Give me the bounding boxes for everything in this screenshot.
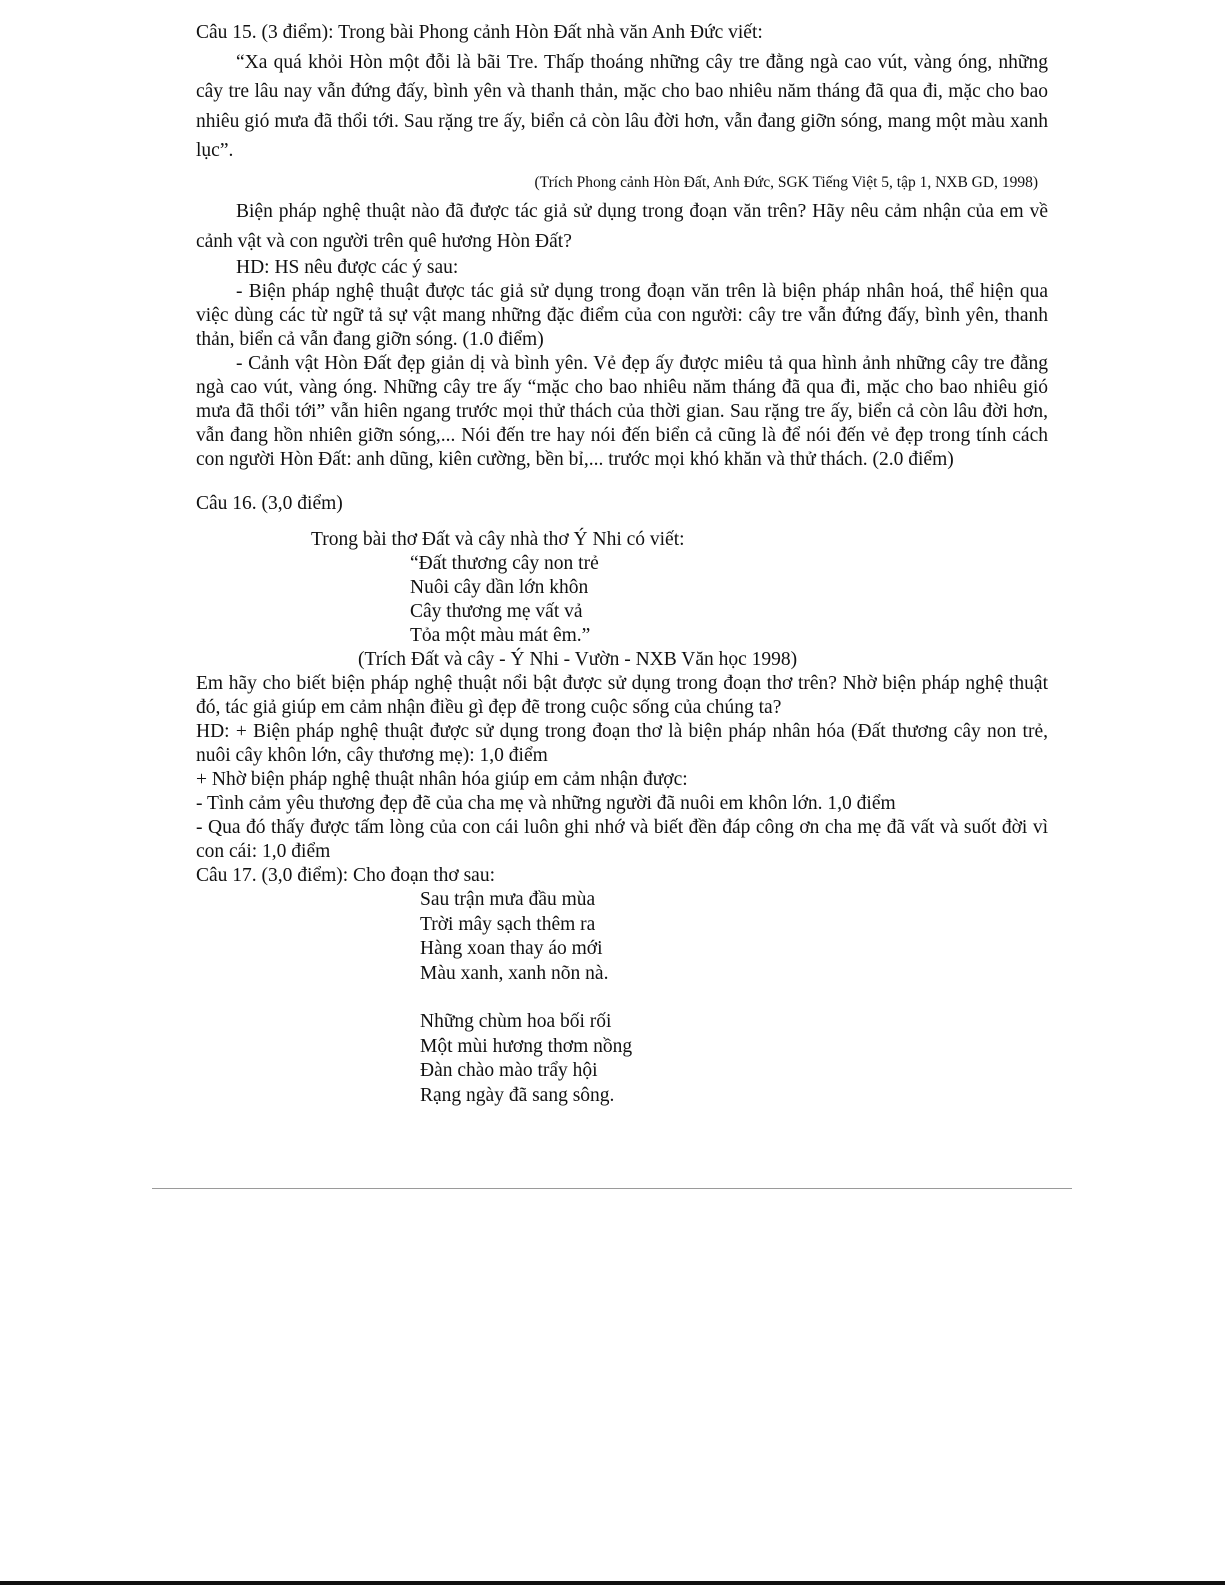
question-16-guide-4: - Qua đó thấy được tấm lòng của con cái luôn ghi nhớ và biết đền đáp công ơn cha mẹ đã vất và suốt đời vì con cái: 1,0 điểm (196, 817, 1048, 862)
question-15-guide-intro: HD: HS nêu được các ý sau: (236, 257, 459, 278)
poem-line: “Đất thương cây non trẻ (410, 553, 599, 574)
question-16-citation: (Trích Đất và cây - Ý Nhi - Vườn - NXB Văn học 1998) (358, 649, 798, 670)
poem-line: Trời mây sạch thêm ra (420, 913, 596, 935)
question-15-guide-point-2: - Cảnh vật Hòn Đất đẹp giản dị và bình yên. Vẻ đẹp ấy được miêu tả qua hình ảnh những cây tre đằng ngà cao vút, vàng óng. Những cây tre ấy “mặc cho bao nhiêu năm tháng đã qua đi, mặc cho bao nhiêu gió mưa đã thổi tới” vẫn hiên ngang trước mọi thử thách của thời gian. Sau rặng tre ấy, biển cả còn lâu đời hơn, vẫn đang hồn nhiên giỡn sóng,... Nói đến tre hay nói đến biển cả cũng là để nói đến vẻ đẹp trong tính cách con người Hòn Đất: anh dũng, kiên cường, bền bỉ,... trước mọi khó khăn và thử thách. (2.0 điểm) (196, 353, 1048, 470)
page-bottom-border (0, 1581, 1225, 1585)
question-15-prompt: Biện pháp nghệ thuật nào đã được tác giả sử dụng trong đoạn văn trên? Hãy nêu cảm nhận của em về cảnh vật và con người trên quê hương Hòn Đất? (196, 201, 1048, 252)
question-16 (196, 492, 1048, 864)
document-content (196, 18, 1048, 1108)
question-15-guide-point-1: - Biện pháp nghệ thuật được tác giả sử dụng trong đoạn văn trên là biện pháp nhân hoá, thể hiện qua việc dùng các từ ngữ tả sự vật mang những đặc điểm của con người: cây tre vẫn đứng đấy, bình yên, thanh thản, biển cả vẫn đang giỡn sóng. (1.0 điểm) (196, 281, 1048, 350)
question-16-guide-1: HD: + Biện pháp nghệ thuật được sử dụng trong đoạn thơ là biện pháp nhân hóa (Đất thương cây non trẻ, nuôi cây khôn lớn, cây thương mẹ): 1,0 điểm (196, 721, 1048, 766)
question-17 (196, 864, 1048, 1108)
poem-line: Nuôi cây dần lớn khôn (410, 577, 589, 598)
poem-line: Một mùi hương thơm nồng (420, 1035, 633, 1057)
question-15 (196, 18, 1048, 256)
question-17-poem-stanza-2 (196, 1010, 1048, 1108)
question-17-poem-stanza-1 (196, 888, 1048, 986)
question-15-excerpt: “Xa quá khỏi Hòn một đỗi là bãi Tre. Thấp thoáng những cây tre đằng ngà cao vút, vàng óng, những cây tre lâu nay vẫn đứng đấy, bình yên và thanh thản, mặc cho bao nhiêu năm tháng đã qua đi, mặc cho bao nhiêu gió mưa đã thổi tới. Sau rặng tre ấy, biển cả còn lâu đời hơn, vẫn đang giỡn sóng, mang một màu xanh lục”. (196, 51, 1048, 161)
question-15-heading: Câu 15. (3 điểm): Trong bài Phong cảnh Hòn Đất nhà văn Anh Đức viết: (196, 22, 763, 43)
question-16-heading: Câu 16. (3,0 điểm) (196, 493, 343, 514)
question-16-guide-3: - Tình cảm yêu thương đẹp đẽ của cha mẹ và những người đã nuôi em khôn lớn. 1,0 điểm (196, 793, 896, 814)
question-17-heading: Câu 17. (3,0 điểm): Cho đoạn thơ sau: (196, 865, 495, 886)
question-15-citation: (Trích Phong cảnh Hòn Đất, Anh Đức, SGK Tiếng Việt 5, tập 1, NXB GD, 1998) (534, 173, 1038, 191)
question-16-intro: Trong bài thơ Đất và cây nhà thơ Ý Nhi có viết: (311, 529, 685, 550)
poem-line: Hàng xoan thay áo mới (420, 938, 603, 959)
poem-line: Tỏa một màu mát êm.” (410, 625, 591, 646)
question-16-prompt: Em hãy cho biết biện pháp nghệ thuật nổi bật được sử dụng trong đoạn thơ trên? Nhờ biện pháp nghệ thuật đó, tác giả giúp em cảm nhận điều gì đẹp đẽ trong cuộc sống của chúng ta? (196, 673, 1048, 718)
poem-line: Những chùm hoa bối rối (420, 1011, 612, 1032)
poem-line: Sau trận mưa đầu mùa (420, 889, 596, 910)
poem-line: Màu xanh, xanh nõn nà. (420, 962, 609, 984)
spacer (196, 472, 1048, 492)
stanza-gap (196, 986, 1048, 1010)
horizontal-divider (152, 1188, 1072, 1189)
poem-line: Đàn chào mào trẩy hội (420, 1060, 598, 1081)
question-16-poem (196, 552, 1048, 648)
poem-line: Cây thương mẹ vất vả (410, 601, 583, 622)
question-16-guide-2: + Nhờ biện pháp nghệ thuật nhân hóa giúp em cảm nhận được: (196, 769, 688, 790)
question-15-guide (196, 256, 1048, 472)
poem-line: Rạng ngày đã sang sông. (420, 1084, 615, 1106)
